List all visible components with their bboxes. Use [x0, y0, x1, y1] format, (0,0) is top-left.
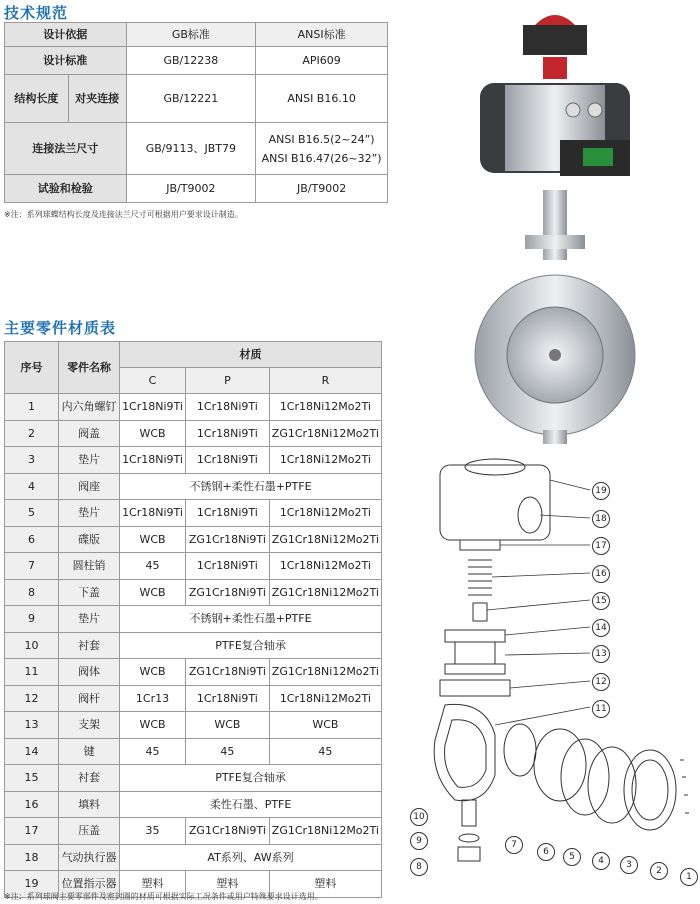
exploded-view: [400, 445, 700, 890]
callout-10: 10: [410, 808, 428, 826]
parts-no: 19: [5, 871, 59, 898]
parts-no: 5: [5, 500, 59, 527]
parts-material-r: 45: [269, 738, 381, 765]
parts-no: 3: [5, 447, 59, 474]
actuator-drawing: [440, 465, 550, 540]
parts-material-r: 1Cr18Ni12Mo2Ti: [269, 447, 381, 474]
parts-material-r: 1Cr18Ni12Mo2Ti: [269, 685, 381, 712]
parts-header-c: C: [120, 368, 186, 394]
callout-14: 14: [592, 619, 610, 637]
spec-ansi-line: ANSI B16.5(2~24”): [268, 132, 375, 146]
valve-photo: [465, 5, 645, 445]
parts-title: 主要零件材质表: [4, 319, 117, 337]
callout-11: 11: [592, 700, 610, 718]
parts-material-p: 1Cr18Ni9Ti: [185, 685, 269, 712]
parts-material-c: WCB: [120, 526, 186, 553]
spec-row-label: 结构长度: [5, 75, 69, 123]
parts-name: 内六角螺钉: [59, 394, 120, 421]
callout-2: 2: [650, 862, 668, 880]
parts-material-r: 1Cr18Ni12Mo2Ti: [269, 500, 381, 527]
spec-header-gb: GB标准: [126, 23, 256, 47]
callout-16: 16: [592, 565, 610, 583]
callout-13: 13: [592, 645, 610, 663]
spec-row-label: 连接法兰尺寸: [5, 123, 127, 175]
parts-name: 阀座: [59, 473, 120, 500]
spec-row-gb: JB/T9002: [126, 175, 256, 203]
parts-row: [5, 579, 382, 606]
parts-no: 9: [5, 606, 59, 633]
spec-row-gb: GB/12238: [126, 47, 256, 75]
parts-no: 7: [5, 553, 59, 580]
callout-8: 8: [410, 858, 428, 876]
parts-no: 11: [5, 659, 59, 686]
parts-material-c: 35: [120, 818, 186, 845]
parts-row: [5, 712, 382, 739]
parts-material-r: ZG1Cr18Ni12Mo2Ti: [269, 526, 381, 553]
parts-no: 15: [5, 765, 59, 792]
parts-no: 12: [5, 685, 59, 712]
parts-header-name: 零件名称: [59, 342, 120, 394]
parts-no: 16: [5, 791, 59, 818]
parts-material-span: PTFE复合轴承: [120, 632, 382, 659]
parts-material-p: 45: [185, 738, 269, 765]
parts-material-p: 1Cr18Ni9Ti: [185, 500, 269, 527]
parts-material-r: 1Cr18Ni12Mo2Ti: [269, 394, 381, 421]
parts-row: [5, 394, 382, 421]
parts-material-p: WCB: [185, 712, 269, 739]
parts-material-c: 45: [120, 738, 186, 765]
parts-header-material: 材质: [120, 342, 382, 368]
spec-row-label: 试验和检验: [5, 175, 127, 203]
parts-no: 10: [5, 632, 59, 659]
parts-material-r: WCB: [269, 712, 381, 739]
callout-12: 12: [592, 673, 610, 691]
callout-5: 5: [563, 848, 581, 866]
parts-material-p: 1Cr18Ni9Ti: [185, 394, 269, 421]
parts-note: ※注：系列球阀主要零部件及密封圈的材质可根据实际工况条件或用户特殊要求设计选用。: [4, 892, 323, 901]
parts-material-p: 1Cr18Ni9Ti: [185, 420, 269, 447]
parts-name: 垫片: [59, 606, 120, 633]
parts-name: 衬套: [59, 632, 120, 659]
parts-name: 填料: [59, 791, 120, 818]
spec-row-ansi: API609: [256, 47, 388, 75]
parts-material-p: ZG1Cr18Ni9Ti: [185, 526, 269, 553]
spec-row-ansi: [256, 123, 388, 175]
parts-name: 下盖: [59, 579, 120, 606]
parts-material-r: ZG1Cr18Ni12Mo2Ti: [269, 659, 381, 686]
parts-material-p: 1Cr18Ni9Ti: [185, 447, 269, 474]
callout-15: 15: [592, 592, 610, 610]
spec-note: ※注：系列球蝶结构长度及连接法兰尺寸可根据用户要求设计制造。: [4, 210, 243, 219]
parts-material-c: WCB: [120, 659, 186, 686]
parts-name: 碟版: [59, 526, 120, 553]
parts-header-no: 序号: [5, 342, 59, 394]
parts-row: [5, 738, 382, 765]
parts-name: 键: [59, 738, 120, 765]
parts-row: [5, 659, 382, 686]
parts-name: 阀体: [59, 659, 120, 686]
parts-material-r: ZG1Cr18Ni12Mo2Ti: [269, 420, 381, 447]
spec-row-gb: GB/12221: [126, 75, 256, 123]
parts-name: 支架: [59, 712, 120, 739]
parts-material-p: ZG1Cr18Ni9Ti: [185, 579, 269, 606]
parts-no: 4: [5, 473, 59, 500]
spec-row-ansi: ANSI B16.10: [256, 75, 388, 123]
parts-material-c: WCB: [120, 420, 186, 447]
parts-material-r: ZG1Cr18Ni12Mo2Ti: [269, 579, 381, 606]
parts-row: [5, 420, 382, 447]
parts-material-c: WCB: [120, 579, 186, 606]
parts-material-span: PTFE复合轴承: [120, 765, 382, 792]
parts-material-r: 1Cr18Ni12Mo2Ti: [269, 553, 381, 580]
callout-17: 17: [592, 537, 610, 555]
parts-material-span: 不锈钢+柔性石墨+PTFE: [120, 606, 382, 633]
parts-row: [5, 473, 382, 500]
parts-material-p: 塑料: [185, 871, 269, 898]
parts-material-c: 塑料: [120, 871, 186, 898]
spec-header-basis: 设计依据: [5, 23, 127, 47]
parts-material-r: 塑料: [269, 871, 381, 898]
parts-row: [5, 818, 382, 845]
spec-table: [4, 22, 388, 203]
parts-row: [5, 606, 382, 633]
parts-no: 1: [5, 394, 59, 421]
parts-material-c: 1Cr13: [120, 685, 186, 712]
parts-name: 气动执行器: [59, 844, 120, 871]
parts-table: [4, 341, 382, 898]
parts-row: [5, 632, 382, 659]
parts-material-r: ZG1Cr18Ni12Mo2Ti: [269, 818, 381, 845]
parts-material-c: WCB: [120, 712, 186, 739]
parts-name: 垫片: [59, 447, 120, 474]
parts-row: [5, 844, 382, 871]
callout-7: 7: [505, 836, 523, 854]
parts-no: 17: [5, 818, 59, 845]
parts-name: 阀盖: [59, 420, 120, 447]
parts-no: 13: [5, 712, 59, 739]
parts-no: 8: [5, 579, 59, 606]
parts-material-span: 柔性石墨、PTFE: [120, 791, 382, 818]
parts-no: 18: [5, 844, 59, 871]
callout-19: 19: [592, 482, 610, 500]
parts-row: [5, 526, 382, 553]
parts-name: 位置指示器: [59, 871, 120, 898]
parts-material-p: 1Cr18Ni9Ti: [185, 553, 269, 580]
parts-row: [5, 553, 382, 580]
parts-row: [5, 500, 382, 527]
spec-ansi-line: ANSI B16.47(26~32”): [261, 151, 382, 165]
parts-material-p: ZG1Cr18Ni9Ti: [185, 818, 269, 845]
parts-material-c: 45: [120, 553, 186, 580]
parts-name: 垫片: [59, 500, 120, 527]
parts-no: 2: [5, 420, 59, 447]
spec-row-ansi: JB/T9002: [256, 175, 388, 203]
parts-material-p: ZG1Cr18Ni9Ti: [185, 659, 269, 686]
parts-no: 6: [5, 526, 59, 553]
parts-name: 衬套: [59, 765, 120, 792]
spec-header-ansi: ANSI标准: [256, 23, 388, 47]
parts-material-span: 不锈钢+柔性石墨+PTFE: [120, 473, 382, 500]
parts-no: 14: [5, 738, 59, 765]
parts-name: 压盖: [59, 818, 120, 845]
callout-1: 1: [680, 868, 698, 886]
parts-header-p: P: [185, 368, 269, 394]
parts-header-r: R: [269, 368, 381, 394]
parts-row: [5, 765, 382, 792]
parts-name: 阀杆: [59, 685, 120, 712]
callout-9: 9: [410, 832, 428, 850]
parts-row: [5, 447, 382, 474]
spec-row-label: 设计标准: [5, 47, 127, 75]
callout-18: 18: [592, 510, 610, 528]
spec-row-gb: GB/9113、JBT79: [126, 123, 256, 175]
callout-3: 3: [620, 856, 638, 874]
callout-4: 4: [592, 852, 610, 870]
parts-material-c: 1Cr18Ni9Ti: [120, 500, 186, 527]
spec-row-sublabel: 对夹连接: [68, 75, 126, 123]
parts-material-span: AT系列、AW系列: [120, 844, 382, 871]
spec-title: 技术规范: [4, 4, 69, 22]
callout-6: 6: [537, 843, 555, 861]
parts-row: [5, 791, 382, 818]
parts-name: 圆柱销: [59, 553, 120, 580]
parts-material-c: 1Cr18Ni9Ti: [120, 394, 186, 421]
parts-material-c: 1Cr18Ni9Ti: [120, 447, 186, 474]
parts-row: [5, 685, 382, 712]
